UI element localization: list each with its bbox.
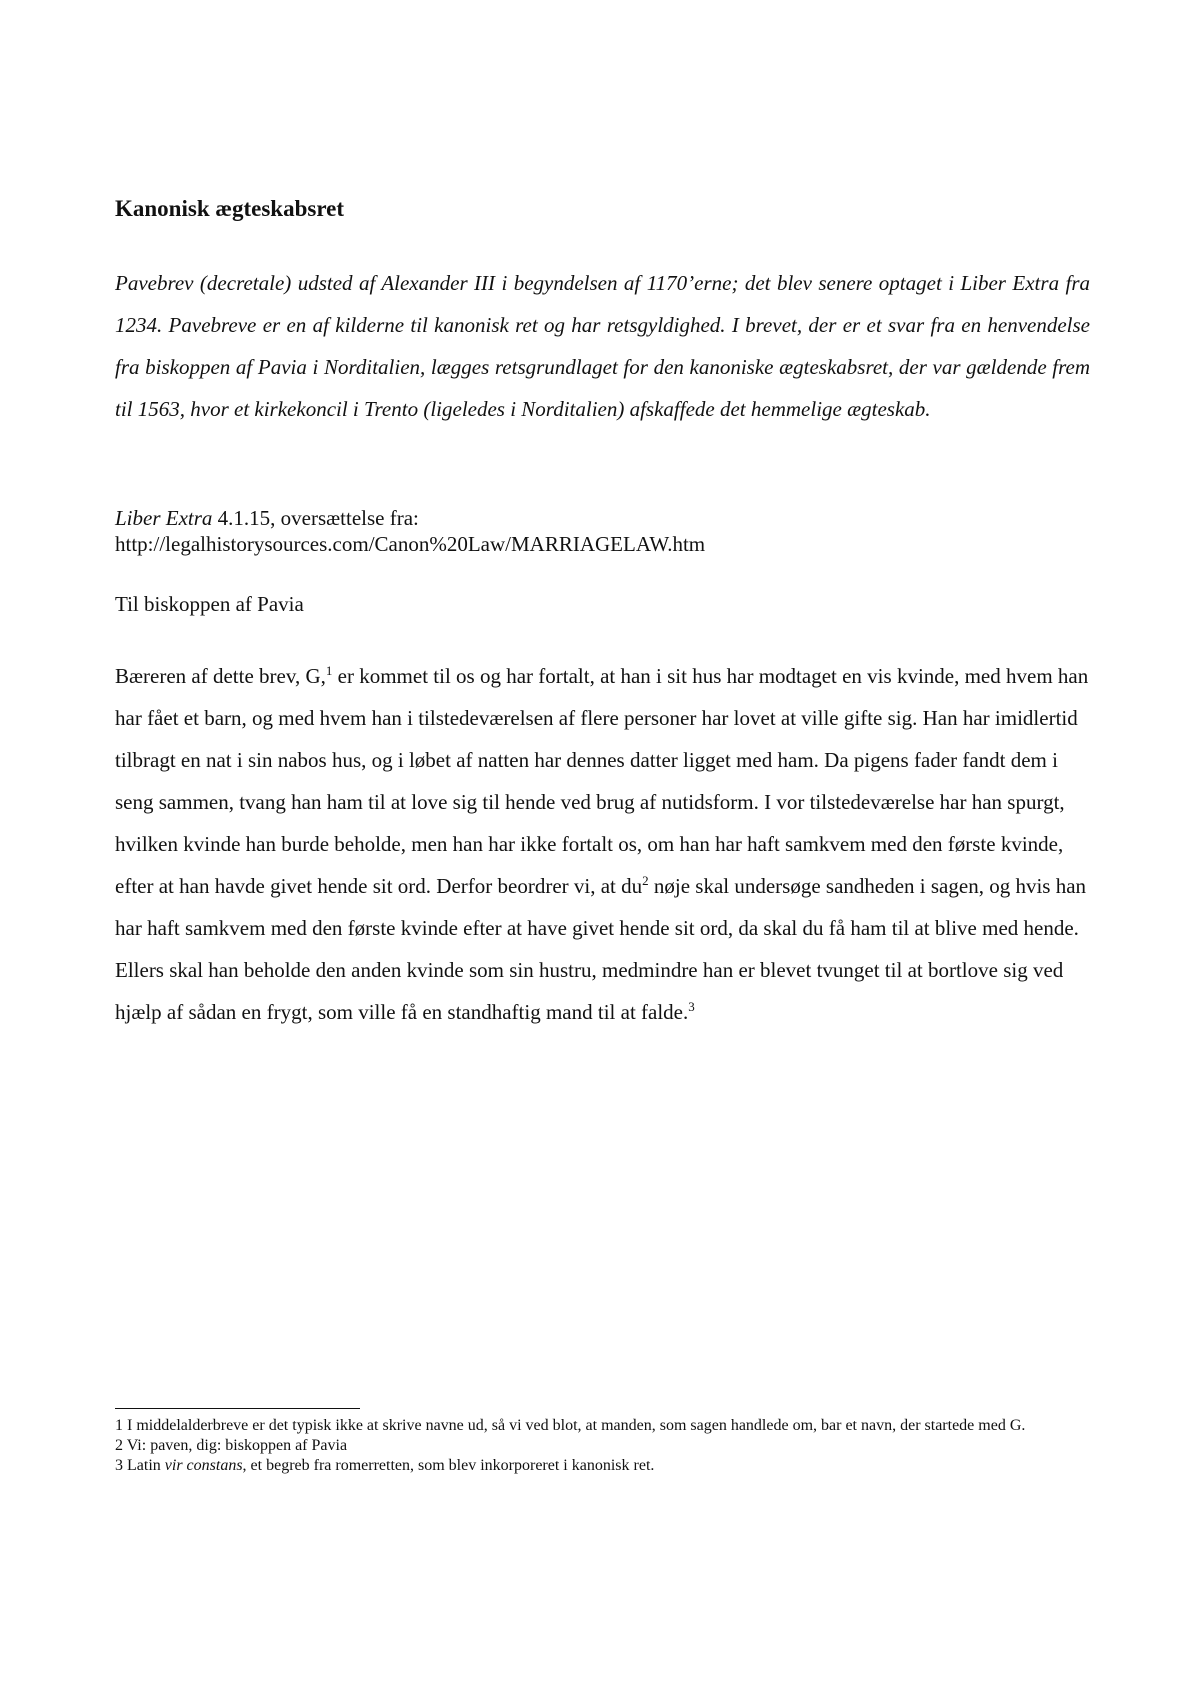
footnote-ref-1: 1 xyxy=(325,663,333,678)
footnote-3-term: vir constans xyxy=(164,1457,243,1474)
letter-body-part-2: er kommet til os og har fortalt, at han i sit hus har modtaget en vis kvinde, med hvem han har fået et barn, og med hvem han i tilstedeværelsen af flere personer har lovet at ville gifte sig. Han har imidlertid tilbragt en nat i sin nabos hus, og i løbet af natten har dennes datter ligget med ham. Da pigens fader fandt dem i seng sammen, tvang han ham til at love sig til hende ved brug af nutidsform. I vor tilstedeværelse har han spurgt, hvilken kvinde han burde beholde, men han har ikke fortalt os, om han har haft samkvem med den første kvinde, efter at han havde givet hende sit ord. Derfor beordrer vi, at du xyxy=(115,664,1089,898)
document-page xyxy=(115,0,1090,1698)
footnote-3-rest: , et begreb fra romerretten, som blev inkorporeret i kanonisk ret. xyxy=(242,1457,655,1474)
salutation: Til biskoppen af Pavia xyxy=(115,592,304,616)
footnote-2: 2 Vi: paven, dig: biskoppen af Pavia xyxy=(115,1437,348,1454)
footnote-ref-3: 3 xyxy=(688,999,695,1014)
footnote-ref-2: 2 xyxy=(642,873,649,888)
intro-paragraph: Pavebrev (decretale) udsted af Alexander III i begyndelsen af 1170’erne; det blev senere optaget i Liber Extra fra 1234. Pavebreve er en af kilderne til kanonisk ret og har retsgyldighed. I brevet, der er et svar fra en henvendelse fra biskoppen af Pavia i Norditalien, lægges retsgrundlaget for den kanoniske ægteskabsret, der var gældende frem til 1563, hvor et kirkekoncil i Trento (ligeledes i Norditalien) afskaffede det hemmelige ægteskab. xyxy=(115,271,1090,421)
letter-body-part-1: Bæreren af dette brev, G, xyxy=(115,664,326,688)
footnote-3 xyxy=(115,1456,1090,1476)
footnotes xyxy=(115,1416,1090,1476)
letter-body-part-3: nøje skal undersøge sandheden i sagen, og hvis han har haft samkvem med den første kvinde efter at have givet hende sit ord, da skal du få ham til at blive med hende. Ellers skal han beholde den anden kvinde som sin hustru, medmindre han er blevet tvunget til at bortlove sig ved hjælp af sådan en frygt, som ville få en standhaftig mand til at falde. xyxy=(115,874,1087,1024)
source-title: Liber Extra xyxy=(115,506,213,530)
footnote-3-prefix: 3 Latin xyxy=(115,1457,165,1474)
source-citation xyxy=(115,505,875,557)
letter-body xyxy=(115,655,1090,1033)
footnote-1: 1 I middelalderbreve er det typisk ikke at skrive navne ud, så vi ved blot, at manden, som sagen handlede om, bar et navn, der startede med G. xyxy=(115,1417,1026,1434)
document-title: Kanonisk ægteskabsret xyxy=(115,196,344,221)
source-reference: 4.1.15, oversættelse fra: http://legalhistorysources.com/Canon%20Law/MARRIAGELAW.htm xyxy=(115,506,706,556)
footnote-separator xyxy=(115,1408,360,1409)
